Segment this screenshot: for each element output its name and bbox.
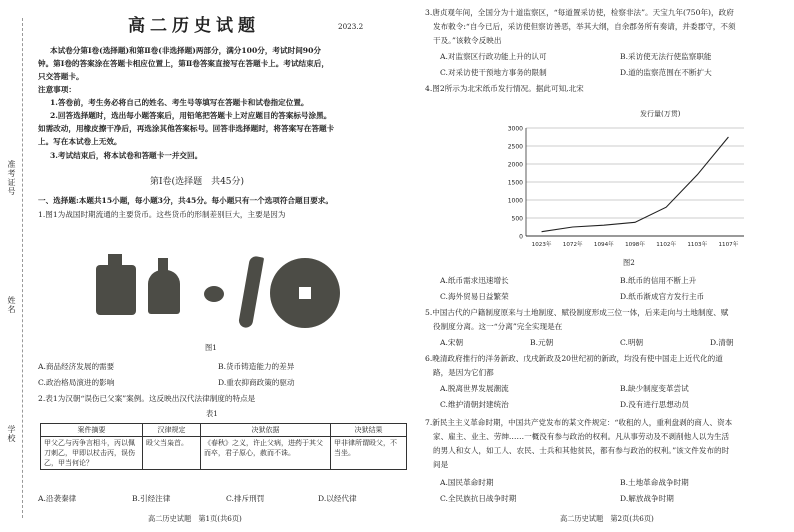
table-header-basis: 决狱依据 <box>201 424 331 437</box>
chart-x-tick-label: 1102年 <box>656 242 677 248</box>
intro-line-1: 本试卷分第Ⅰ卷(选择题)和第Ⅱ卷(非选择题)两部分，满分100分，考试时间90分 <box>50 46 321 55</box>
q4-option-b[interactable]: B.纸币的信用不断上升 <box>620 276 697 285</box>
table-header-law: 汉律规定 <box>143 424 201 437</box>
table-header-summary: 案件摘要 <box>41 424 143 437</box>
exam-id-label: 准考证号 <box>7 160 16 196</box>
q2-option-b[interactable]: B.引经注律 <box>132 494 171 503</box>
round-coin-hole <box>299 287 311 299</box>
figure-2-chart <box>500 104 750 252</box>
binding-line <box>22 18 23 518</box>
q6-line-2: 路，是因为它们都 <box>433 368 494 377</box>
intro-line-2: 钟。第Ⅰ卷的答案涂在答题卡相应位置上，第Ⅱ卷答案直接写在答题卡上。考试结束后， <box>38 59 329 68</box>
table-cell-basis: 《春秋》之义，许止父病，进药于其父而卒，君子原心，赦而不诛。 <box>201 437 331 470</box>
q7-line-4: 间是 <box>433 460 449 469</box>
q6-option-b[interactable]: B.缺少制度变革尝试 <box>620 384 689 393</box>
chart-y-tick-label: 2000 <box>507 161 523 169</box>
chart-title: 发行量(万贯) <box>640 110 681 118</box>
table-header-result: 决狱结果 <box>331 424 407 437</box>
table-1 <box>40 423 407 470</box>
right-page-footer: 高二历史试题 第2页(共6页) <box>560 514 654 523</box>
q7-line-3: 的男人和女人，如工人、农民、士兵和其他贫民，都有参与政治的权利。”该文件发布的时 <box>433 446 730 455</box>
q5-line-1: 5.中国古代的户籍制度原来与土地制度、赋役制度形成三位一体，后来走向与土地制度、赋 <box>425 308 729 317</box>
q3-option-c[interactable]: C.对采访使干预地方事务的限制 <box>440 68 547 77</box>
q5-option-b[interactable]: B.元朝 <box>530 338 554 347</box>
ant-nose-coin <box>204 286 224 302</box>
chart-y-tick-label: 3000 <box>507 125 523 133</box>
q5-option-a[interactable]: A.宋朝 <box>440 338 464 347</box>
q5-option-c[interactable]: C.明朝 <box>620 338 644 347</box>
q3-option-b[interactable]: B.采访使无法行使监察职能 <box>620 52 712 61</box>
q3-option-d[interactable]: D.道的监察范围在不断扩大 <box>620 68 712 77</box>
figure-2-caption: 图2 <box>623 258 635 267</box>
table-1-caption: 表1 <box>206 409 218 418</box>
q1-option-b[interactable]: B.货币铸造能力的差异 <box>218 362 295 371</box>
q1-option-a[interactable]: A.商品经济发展的需要 <box>38 362 115 371</box>
q3-line-3: 干及。”该敕令反映出 <box>433 36 502 45</box>
q7-option-a[interactable]: A.国民革命时期 <box>440 478 494 487</box>
q3-line-2: 发布敕令:“自今已后，采访使但察访善恶，举其大纲，自余郡务所有奏请，并委郡守，不须 <box>433 22 736 31</box>
spade-coin <box>96 265 136 315</box>
q6-option-c[interactable]: C.维护清朝封建统治 <box>440 400 509 409</box>
notice-5: 3.考试结束后，将本试卷和答题卡一并交回。 <box>50 151 203 160</box>
chart-y-tick-label: 2500 <box>507 143 523 151</box>
q7-line-1: 7.新民主主义革命时期，中国共产党发布的某文件规定：“收租的人，重利盘剥的商人、资本 <box>425 418 733 427</box>
q6-option-a[interactable]: A.脱离世界发展潮流 <box>440 384 509 393</box>
chart-x-tick-label: 1103年 <box>687 242 708 248</box>
q7-option-c[interactable]: C.全民族抗日战争时期 <box>440 494 517 503</box>
intro-line-3: 只交答题卡。 <box>38 72 84 81</box>
part-title: 第Ⅰ卷(选择题 共45分) <box>150 177 245 187</box>
name-label: 姓名 <box>7 296 16 314</box>
notice-2: 2.回答选择题时，选出每小题答案后，用铅笔把答题卡上对应题目的答案标号涂黑。 <box>50 111 332 120</box>
notice-3: 如需改动，用橡皮擦干净后，再选涂其他答案标号。回答非选择题时，将答案写在答题卡 <box>38 124 335 133</box>
exam-title: 高二历史试题 <box>128 16 260 36</box>
q4-option-c[interactable]: C.海外贸易日益繁荣 <box>440 292 509 301</box>
notice-4: 上。写在本试卷上无效。 <box>38 137 122 146</box>
knife-coin <box>238 255 264 328</box>
q5-line-2: 役制度分离。这一“分离”完全实现是在 <box>433 322 563 331</box>
chart-series-line <box>542 137 729 232</box>
q3-line-1: 3.唐贞观年间，全国分为十道监察区，“每道置采访使，检察非法”。天宝九年(750年)，政府 <box>425 8 734 17</box>
chart-y-tick-label: 500 <box>511 215 523 223</box>
section-1-heading: 一、选择题:本题共15小题，每小题3分，共45分。每小题只有一个选项符合题目要求。 <box>38 196 333 205</box>
chart-x-tick-label: 1094年 <box>593 242 614 248</box>
chart-x-ticks <box>532 240 739 248</box>
chart-x-tick-label: 1107年 <box>718 242 739 248</box>
q7-option-b[interactable]: B.土地革命战争时期 <box>620 478 689 487</box>
table-cell-summary: 甲父乙与丙争言相斗，丙以佩刀刺乙，甲即以杖击丙，误伤乙，甲当何论？ <box>41 437 143 470</box>
q2-stem: 2.表1为汉朝“误伤已父案”案例。这反映出汉代法律制度的特点是 <box>38 394 256 403</box>
chart-x-tick-label: 1098年 <box>625 242 645 248</box>
q5-option-d[interactable]: D.清朝 <box>710 338 734 347</box>
chart-y-tick-label: 1000 <box>507 197 523 205</box>
q4-stem: 4.图2所示为北宋纸币发行情况。据此可知,北宋 <box>425 84 584 93</box>
chart-y-tick-label: 1500 <box>507 179 523 187</box>
q2-option-d[interactable]: D.以经代律 <box>318 494 357 503</box>
chart-y-tick-label: 0 <box>519 233 523 241</box>
q7-line-2: 家、雇主、业主、劳绅……一概没有参与政治的权利。凡从事劳动及不剥削他人以为生活 <box>433 432 730 441</box>
chart-x-tick-label: 1023年 <box>531 242 552 248</box>
q2-option-c[interactable]: C.排斥刑罚 <box>226 494 265 503</box>
spade-coin-2 <box>148 270 180 314</box>
q3-option-a[interactable]: A.对监察区行政功能上升的认可 <box>440 52 547 61</box>
q6-line-1: 6.晚清政府推行的洋务新政、戊戌新政及20世纪初的新政，均没有使中国走上近代化的道 <box>425 354 723 363</box>
chart-y-ticks <box>508 126 523 241</box>
exam-date: 2023.2 <box>338 22 364 31</box>
chart-x-tick-label: 1072年 <box>562 242 583 248</box>
table-cell-law: 殴父当枭首。 <box>143 437 201 470</box>
q4-option-a[interactable]: A.纸币需求迅速增长 <box>440 276 509 285</box>
spade-coin-handle <box>108 254 122 267</box>
left-page-footer: 高二历史试题 第1页(共6页) <box>148 514 242 523</box>
q2-option-a[interactable]: A.沿袭秦律 <box>38 494 77 503</box>
figure-1-caption: 图1 <box>205 343 217 352</box>
q1-stem: 1.图1为战国时期流通的主要货币。这些货币的形制差别巨大，主要是因为 <box>38 210 286 219</box>
chart-grid <box>526 128 744 236</box>
q4-option-d[interactable]: D.纸币渐成官方发行主币 <box>620 292 705 301</box>
notice-1: 1.答卷前，考生务必将自己的姓名、考生号等填写在答题卡和试卷指定位置。 <box>50 98 309 107</box>
table-cell-result: 甲非律所谓殴父，不当坐。 <box>331 437 407 470</box>
q6-option-d[interactable]: D.没有进行思想动员 <box>620 400 689 409</box>
spade-coin-2-handle <box>158 258 168 272</box>
school-label: 学校 <box>7 425 16 443</box>
q1-option-c[interactable]: C.政治格局演进的影响 <box>38 378 115 387</box>
q1-option-d[interactable]: D.重农抑商政策的驱动 <box>218 378 295 387</box>
q7-option-d[interactable]: D.解放战争时期 <box>620 494 674 503</box>
notice-heading: 注意事项： <box>38 85 76 94</box>
